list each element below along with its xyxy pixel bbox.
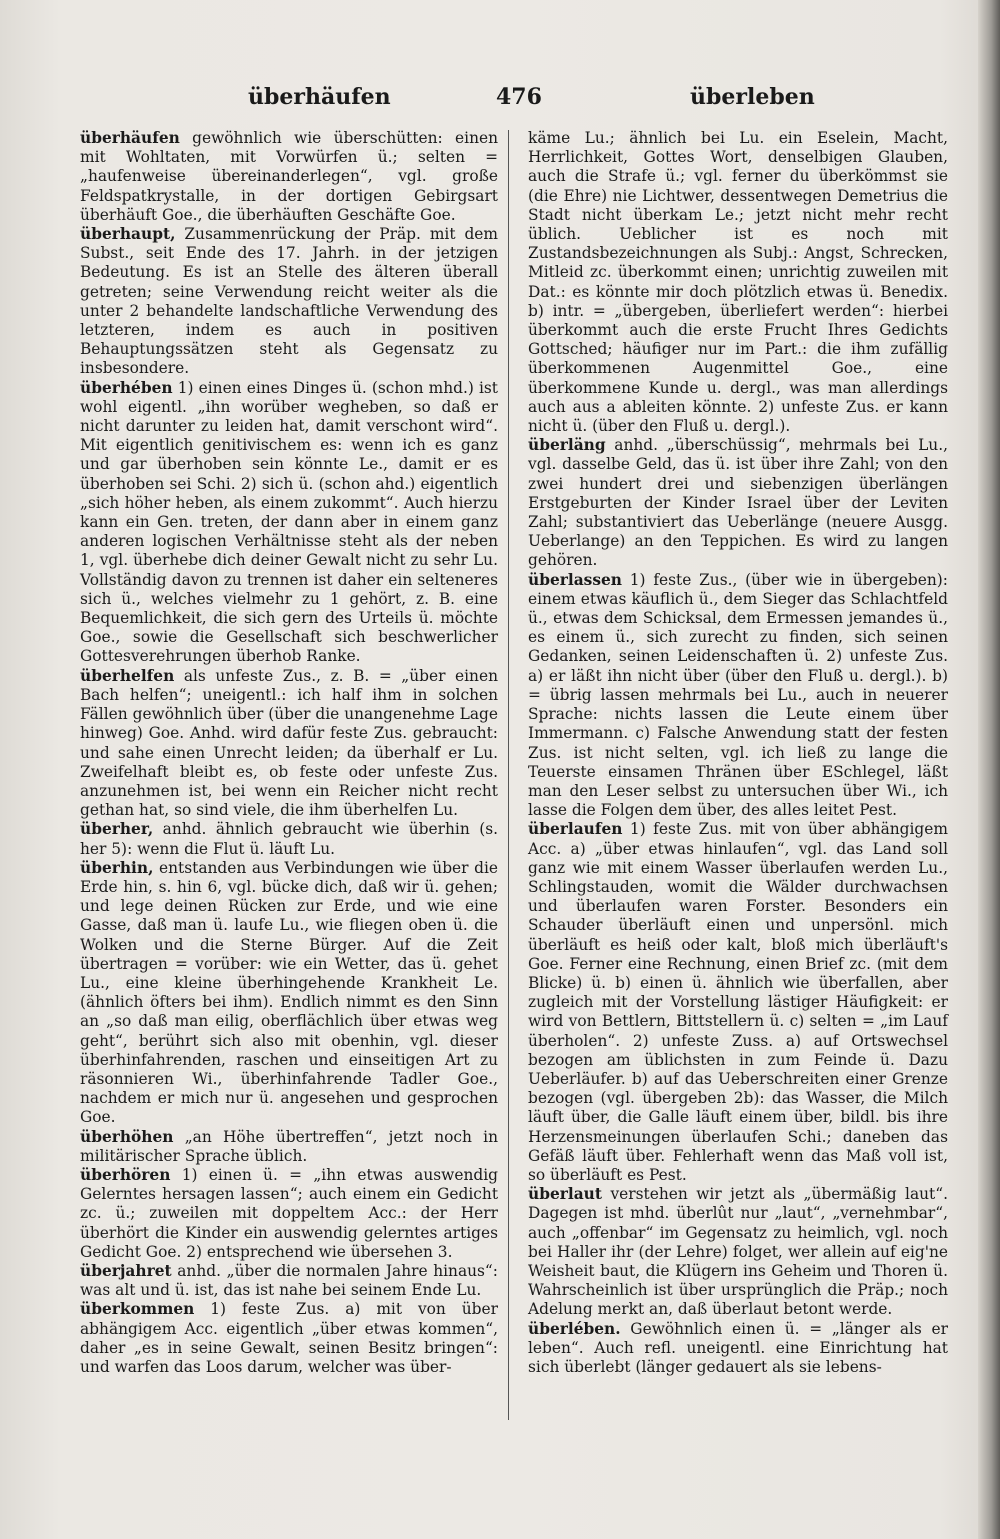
- dictionary-entry: [80, 820, 498, 858]
- entry-headword: überjahret: [80, 1261, 172, 1280]
- entry-text: entstanden aus Verbindungen wie über die Erde hin, s. hin 6, vgl. bücke dich, daß wir ü. gehen; und lege deinen Rücken zur Erde, und wie eine Gasse, daß man ü. laufe Lu., wie fliegen oben ü. die Wolken und die Sterne Bürger. Auf die Zeit übertragen = vorüber: wie ein Wetter, das ü. gehet Lu., eine kleine überhingehende Krankheit Le. (ähnlich öfters bei ihm). Endlich nimmt es den Sinn an „so daß man eilig, oberflächlich über etwas weg geht“, berührt sich also mit obenhin, vgl. dieser überhinfahrenden, raschen und einseitigen Art zu räsonnieren Wi., überhinfahrende Tadler Goe., nachdem er mich nur ü. angesehen und gesprochen Goe.: [80, 858, 498, 1127]
- entry-text: 1) feste Zus. a) mit von über abhängigem Acc. eigentlich „über etwas kommen“, daher „es in seine Gewalt, seinen Besitz bringen“: und warfen das Loos darum, welcher was über-: [80, 1300, 498, 1376]
- entry-headword: überhöhen: [80, 1127, 174, 1146]
- entry-headword: überhäufen: [80, 129, 180, 147]
- entry-headword: überkommen: [80, 1300, 195, 1319]
- dictionary-entry: [80, 1262, 498, 1300]
- entry-text: anhd. „überschüssig“, mehrmals bei Lu., vgl. dasselbe Geld, das ü. ist über ihre Zahl; von den zwei hundert drei und siebenzigen überlängen Erstgeburten der Kinder Israel über der Leviten Zahl; substantiviert das Ueberlänge (neuere Ausgg. Ueberlange) an den Teppichen. Es wird zu langen gehören.: [528, 436, 948, 570]
- column-divider: [508, 130, 509, 1420]
- entry-text: 1) feste Zus., (über wie in übergeben): einem etwas käuflich ü., dem Sieger das Schlachtfeld ü., etwas dem Schicksal, dem Ermessen jemandes ü., es einem ü., sich zurecht zu finden, sich seinen Gedanken, seinen Leidenschaften ü. 2) unfeste Zus. a) er läßt ihn nicht über (über den Fluß u. dergl.). b) = übrig lassen mehrmals bei Lu., auch in neuerer Sprache: nichts lassen die Leute einem über Immermann. c) Falsche Anwendung statt der festen Zus. ist nicht selten, vgl. ich ließ zu lange die Teuerste einsamen Thränen über ESchlegel, läßt man den Leser selbst zu untersuchen über Wi., ich lasse die Folgen dem über, des alles leitet Pest.: [528, 570, 948, 820]
- entry-headword: überhören: [80, 1165, 171, 1184]
- entry-text: verstehen wir jetzt als „übermäßig laut“. Dagegen ist mhd. überlût nur „laut“, „vernehmbar“, auch „offenbar“ im Gegensatz zu heimlich, vgl. noch bei Haller ihr (der Lehre) folget, wer allein auf eig'ne Weisheit baut, die Klügern ins Geheim und Thoren ü. Wahrscheinlich ist über ursprünglich die Präp.; noch Adelung merkt an, daß überlaut betont werde.: [528, 1185, 948, 1319]
- dictionary-entry: [80, 1300, 498, 1377]
- entry-text: 1) einen ü. = „ihn etwas auswendig Gelerntes hersagen lassen“; auch einem ein Gedicht zc. ü.; zuweilen mit doppeltem Acc.: der Herr überhört die Kinder ein auswendig gelerntes artiges Gedicht Goe. 2) entsprechend wie übersehen 3.: [80, 1165, 498, 1261]
- entry-text: gewöhnlich wie überschütten: einen mit Wohltaten, mit Vorwürfen ü.; selten = „haufenweise übereinanderlegen“, vgl. große Feldspatkrystalle, in der dortigen Gebirgsart überhäuft Goe., die überhäuften Geschäfte Goe.: [80, 129, 498, 224]
- entry-headword: überlében.: [528, 1319, 621, 1338]
- page-edge-shadow: [978, 0, 1000, 1539]
- entry-text: anhd. „über die normalen Jahre hinaus“: was alt und ü. ist, das ist nahe bei seinem Ende Lu.: [80, 1261, 498, 1300]
- page-header: [0, 84, 1000, 118]
- entry-text: anhd. ähnlich gebraucht wie überhin (s. her 5): wenn die Flut ü. läuft Lu.: [80, 820, 498, 858]
- entry-headword: überher,: [80, 820, 154, 839]
- dictionary-entry: [80, 225, 498, 379]
- dictionary-entry: [80, 667, 498, 821]
- entry-headword: überhében: [80, 378, 173, 397]
- left-column: [80, 129, 498, 1377]
- page-number: 476: [496, 84, 542, 110]
- dictionary-entry: [528, 1185, 948, 1319]
- entry-text: Zusammenrückung der Präp. mit dem Subst., seit Ende des 17. Jahrh. in der jetzigen Bedeutung. Es ist an Stelle des älteren überall getreten; seine Verwendung reicht weiter als die unter 2 behandelte landschaftliche Verwendung des letzteren, indem es auch in positiven Behauptungssätzen steht als Gegensatz zu insbesondere.: [80, 225, 498, 378]
- entry-headword: überlaut: [528, 1185, 602, 1204]
- dictionary-entry-continuation: [528, 129, 948, 436]
- right-column: [528, 129, 948, 1377]
- dictionary-entry: [80, 1166, 498, 1262]
- entry-text: 1) feste Zus. mit von über abhängigem Acc. a) „über etwas hinlaufen“, vgl. das Land soll ganz wie mit einem Wasser überlaufen werden Lu., Schlingstauden, womit die Wälder durchwachsen und überlaufen waren Forster. Besonders ein Schauder überläuft einen und unpersönl. mich überläuft es heiß oder kalt, bloß mich überläuft's Goe. Ferner eine Rechnung, einen Brief zc. (mit dem Blicke) ü. b) einen ü. ähnlich wie überfallen, aber zugleich mit der Vorstellung lästiger Häufigkeit: er wird von Bettlern, Bittstellern ü. c) selten = „im Lauf überholen“. 2) unfeste Zuss. a) auf Ortswechsel bezogen am üblichsten in zum Feinde ü. Dazu Ueberläufer. b) auf das Ueberschreiten einer Grenze bezogen (vgl. übergeben 2b): das Wasser, die Milch läuft über, die Galle läuft einem über, bildl. bis ihre Herzensmeinungen überlaufen Schi.; daneben das Gefäß läuft über. Fehlerhaft wenn das Maß voll ist, so überläuft es Pest.: [528, 820, 948, 1184]
- entry-headword: überläng: [528, 436, 606, 455]
- entry-headword: überlassen: [528, 570, 622, 589]
- entry-headword: überhelfen: [80, 666, 175, 685]
- entry-headword: überhin,: [80, 858, 154, 877]
- entry-headword: überlaufen: [528, 820, 623, 839]
- dictionary-entry: [528, 820, 948, 1185]
- dictionary-entry: [80, 1128, 498, 1166]
- entry-headword: überhaupt,: [80, 225, 176, 244]
- entry-text: als unfeste Zus., z. B. = „über einen Bach helfen“; uneigentl.: ich half ihm in solchen Fällen gewöhnlich über (über die unangenehme Lage hinweg) Goe. Anhd. wird dafür feste Zus. gebraucht: und sahe einen Unrecht leiden; da überhalf er Lu. Zweifelhaft bleibt es, ob feste oder unfeste Zus. anzunehmen ist, bei wenn ein Reicher nicht recht gethan hat, so sind viele, die ihm überhelfen Lu.: [80, 666, 498, 820]
- dictionary-entry: [80, 129, 498, 225]
- dictionary-entry: [528, 571, 948, 821]
- entry-text: Gewöhnlich einen ü. = „länger als er leben“. Auch refl. uneigentl. eine Einrichtung hat sich überlebt (länger gedauert als sie lebens-: [528, 1319, 948, 1376]
- dictionary-entry: [528, 1320, 948, 1378]
- entry-text: käme Lu.; ähnlich bei Lu. ein Eselein, Macht, Herrlichkeit, Gottes Wort, denselbigen Glauben, auch die Strafe ü.; vgl. ferner du überkömmst sie (die Ehre) nie Lichtwer, dessentwegen Demetrius die Stadt nicht überkam Le.; jetzt nicht mehr recht üblich. Ueblicher ist es noch mit Zustandsbezeichnungen als Subj.: Angst, Schrecken, Mitleid zc. überkommt einen; unrichtig zuweilen mit Dat.: es könnte mir doch plötzlich etwas ü. Benedix. b) intr. = „übergeben, überliefert werden“: hierbei überkommt auch die erste Frucht Ihres Gedichts Gottsched; häufiger nur im Part.: die ihm zufällig überkommenen Augenmittel Goe., eine überkommene Kunde u. dergl., was man allerdings auch aus a ableiten könnte. 2) unfeste Zus. er kann nicht ü. (über den Fluß u. dergl.).: [528, 129, 948, 436]
- entry-text: „an Höhe übertreffen“, jetzt noch in militärischer Sprache üblich.: [80, 1127, 498, 1165]
- header-right-headword: überleben: [690, 84, 815, 110]
- dictionary-entry: [528, 436, 948, 570]
- dictionary-entry: [80, 379, 498, 667]
- entry-text: 1) einen eines Dinges ü. (schon mhd.) ist wohl eigentl. „ihn worüber wegheben, so daß er nicht darunter zu leiden hat, damit verschont wird“. Mit eigentlich genitivischem es: wenn ich es ganz und gar überhoben sein könnte Le., damit er es überhoben sei Schi. 2) sich ü. (schon ahd.) eigentlich „sich höher heben, als einem zukommt“. Auch hierzu kann ein Gen. treten, der dann aber in einem ganz anderen logischen Verhältnisse steht als der neben 1, vgl. überhebe dich deiner Gewalt nicht zu sehr Lu. Vollständig davon zu trennen ist daher ein selteneres sich ü., welches vielmehr zu 1 gehört, z. B. eine Bequemlichkeit, die sich gern des Urteils ü. möchte Goe., sowie die Gesellschaft sich beschwerlicher Gottesverehrungen überhob Ranke.: [80, 378, 498, 666]
- header-left-headword: überhäufen: [248, 84, 391, 110]
- dictionary-entry: [80, 859, 498, 1128]
